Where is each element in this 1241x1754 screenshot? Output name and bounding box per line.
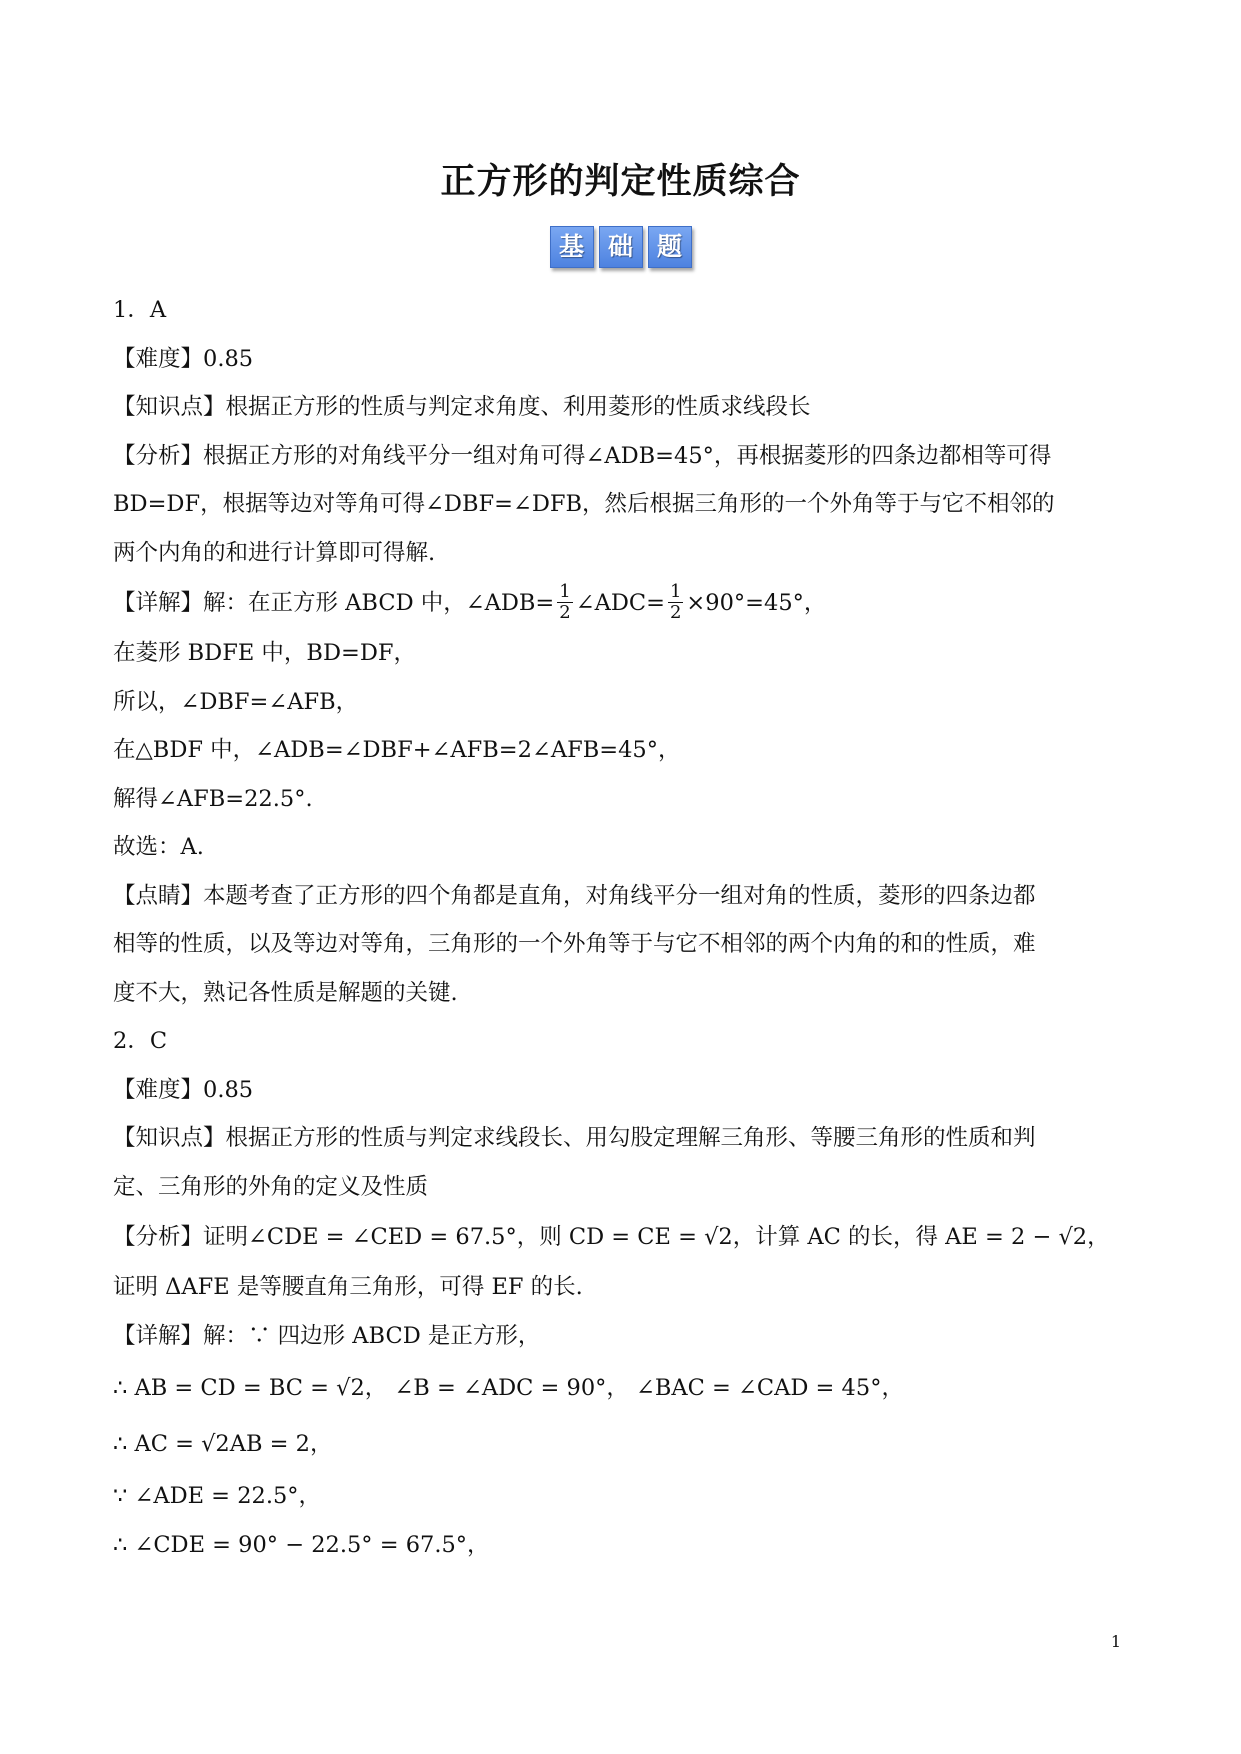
q1-detail-prefix: 【详解】解：在正方形 ABCD 中，∠ADB= <box>113 590 555 616</box>
q2-knowledge-line-1: 【知识点】根据正方形的性质与判定求线段长、用勾股定理解三角形、等腰三角形的性质和判 <box>113 1125 1036 1151</box>
fraction-half-2 <box>668 582 683 623</box>
fraction-half-1 <box>557 582 572 623</box>
badge-char-3: 题 <box>648 226 692 268</box>
q1-comment-line-1: 【点睛】本题考查了正方形的四个角都是直角，对角线平分一组对角的性质，菱形的四条边都 <box>113 882 1036 909</box>
q1-comment-line-2: 相等的性质，以及等边对等角，三角形的一个外角等于与它不相邻的两个内角的和的性质，难 <box>113 931 1036 957</box>
q1-analysis-line-1: 【分析】根据正方形的对角线平分一组对角可得∠ADB=45°，再根据菱形的四条边都相等可得 <box>113 442 1052 469</box>
q1-comment-line-3: 度不大，熟记各性质是解题的关键. <box>113 979 458 1006</box>
page-number: 1 <box>1110 1632 1121 1651</box>
q1-analysis-line-2: BD=DF，根据等边对等角可得∠DBF=∠DFB，然后根据三角形的一个外角等于与它不相邻的 <box>113 491 1055 517</box>
q1-detail-suffix: ×90°=45°， <box>686 590 827 616</box>
q1-analysis-line-3: 两个内角的和进行计算即可得解. <box>113 539 436 566</box>
fraction-denominator: 2 <box>669 601 682 623</box>
q1-step-1: 在菱形 BDFE 中，BD=DF， <box>113 640 416 666</box>
q1-detail-line <box>113 577 1128 629</box>
fraction-numerator: 1 <box>559 580 571 602</box>
q2-answer: 2．C <box>113 1028 168 1054</box>
q2-difficulty: 【难度】0.85 <box>113 1076 254 1103</box>
q2-analysis-line-1: 【分析】证明∠CDE = ∠CED = 67.5°，则 CD = CE = √2，计算 AC 的长，得 AE = 2 − √2， <box>113 1224 1110 1250</box>
fraction-numerator: 1 <box>669 580 682 602</box>
page-title: 正方形的判定性质综合 <box>440 161 801 202</box>
q1-step-4: 解得∠AFB=22.5°. <box>113 785 313 812</box>
q2-detail-line-3: ∴ AC = √2AB = 2， <box>113 1431 333 1457</box>
q1-detail-mid: ∠ADC= <box>575 590 665 616</box>
solutions-body <box>113 286 1128 1569</box>
badge-char-1: 基 <box>550 226 594 268</box>
q2-detail-line-4: ∵ ∠ADE = 22.5°， <box>113 1483 322 1509</box>
q1-answer: 1．A <box>113 297 167 323</box>
badge-char-2: 础 <box>599 226 643 268</box>
q1-step-5: 故选：A. <box>113 834 204 860</box>
q2-analysis-line-2: 证明 ΔAFE 是等腰直角三角形，可得 EF 的长. <box>113 1274 583 1300</box>
q2-detail-line-1: 【详解】解：∵ 四边形 ABCD 是正方形， <box>113 1322 541 1349</box>
q2-detail-line-5: ∴ ∠CDE = 90° − 22.5° = 67.5°， <box>113 1531 490 1558</box>
q1-knowledge: 【知识点】根据正方形的性质与判定求角度、利用菱形的性质求线段长 <box>113 394 811 420</box>
q2-detail-line-2: ∴ AB = CD = BC = √2， ∠B = ∠ADC = 90°， ∠BAC = ∠CAD = 45°， <box>113 1375 904 1401</box>
q1-step-3: 在△BDF 中，∠ADB=∠DBF+∠AFB=2∠AFB=45°， <box>113 737 681 763</box>
section-badge <box>0 226 1241 268</box>
q1-step-2: 所以，∠DBF=∠AFB， <box>113 688 359 715</box>
fraction-denominator: 2 <box>559 601 571 623</box>
q1-difficulty: 【难度】0.85 <box>113 345 254 372</box>
q2-knowledge-line-2: 定、三角形的外角的定义及性质 <box>113 1173 429 1200</box>
